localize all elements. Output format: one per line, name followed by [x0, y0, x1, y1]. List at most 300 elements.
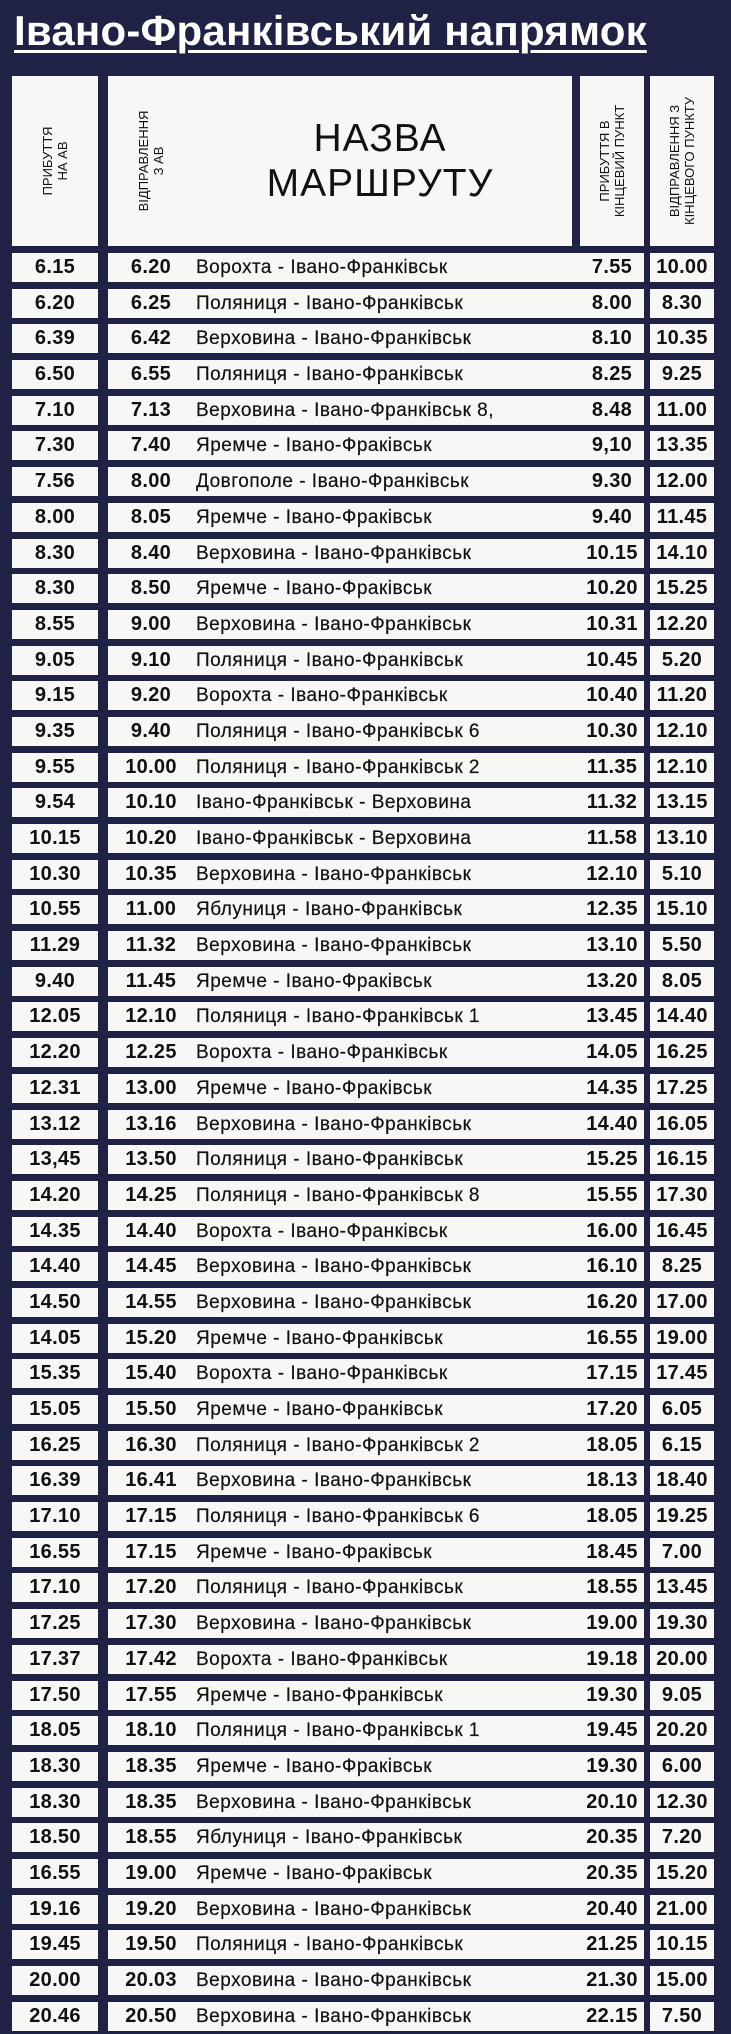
cell-arrival-terminal: 10.30: [580, 717, 644, 746]
cell-departure-bus-station: 14.45: [108, 1252, 194, 1281]
table-row: [12, 1785, 716, 1821]
cell-arrival-terminal: 18.55: [580, 1573, 644, 1602]
cell-route-name: Яремче - Івано-Франківськ: [188, 1324, 580, 1353]
cell-departure-terminal: 17.45: [650, 1359, 714, 1388]
table-row: [12, 1927, 716, 1963]
cell-arrival-terminal: 7.55: [580, 253, 644, 282]
cell-route-name: Поляниця - Івано-Франківськ: [188, 646, 580, 675]
table-row: [12, 250, 716, 286]
cell-departure-terminal: 7.00: [650, 1538, 714, 1567]
cell-arrival-bus-station: 15.35: [12, 1359, 98, 1388]
cell-route-name: Ворохта - Івано-Франківськ: [188, 1038, 580, 1067]
cell-route-name: Поляниця - Івано-Франківськ: [188, 1930, 580, 1959]
table-row: [12, 1142, 716, 1178]
cell-departure-terminal: 14.10: [650, 539, 714, 568]
cell-arrival-bus-station: 12.31: [12, 1074, 98, 1103]
cell-departure-bus-station: 19.00: [108, 1859, 194, 1888]
header-departure-terminal-label: ВІДПРАВЛЕННЯ З КІНЦЕВОГО ПУНКТУ: [667, 96, 697, 226]
cell-arrival-bus-station: 6.20: [12, 289, 98, 318]
cell-arrival-bus-station: 19.16: [12, 1895, 98, 1924]
table-row: [12, 1392, 716, 1428]
table-row: [12, 1356, 716, 1392]
cell-arrival-bus-station: 13.12: [12, 1110, 98, 1139]
cell-route-name: Яремче - Івано-Фраківськ: [188, 1074, 580, 1103]
cell-route-name: Яремче - Івано-Франківськ: [188, 1681, 580, 1710]
cell-departure-terminal: 12.20: [650, 610, 714, 639]
cell-departure-terminal: 9.25: [650, 360, 714, 389]
cell-departure-terminal: 13.15: [650, 788, 714, 817]
cell-route-name: Яремче - Івано-Франківськ: [188, 1395, 580, 1424]
cell-arrival-bus-station: 20.46: [12, 2002, 98, 2031]
header-arrival-terminal: [580, 76, 644, 246]
cell-arrival-terminal: 18.05: [580, 1502, 644, 1531]
cell-departure-bus-station: 8.00: [108, 467, 194, 496]
table-row: [12, 643, 716, 679]
cell-departure-terminal: 6.05: [650, 1395, 714, 1424]
cell-departure-terminal: 8.05: [650, 967, 714, 996]
header-route-name-label: НАЗВА МАРШРУТУ: [266, 117, 494, 205]
cell-arrival-terminal: 13.45: [580, 1002, 644, 1031]
cell-route-name: Поляниця - Івано-Франківськ 6: [188, 1502, 580, 1531]
cell-route-name: Івано-Франківськ - Верховина: [188, 788, 580, 817]
cell-route-name: Поляниця - Івано-Франківськ 2: [188, 753, 580, 782]
cell-arrival-bus-station: 20.00: [12, 1966, 98, 1995]
cell-route-name: Верховина - Івано-Франківськ: [188, 1895, 580, 1924]
table-row: [12, 928, 716, 964]
table-row: [12, 1642, 716, 1678]
cell-arrival-bus-station: 14.40: [12, 1252, 98, 1281]
table-row: [12, 892, 716, 928]
cell-departure-bus-station: 11.45: [108, 967, 194, 996]
cell-arrival-terminal: 16.10: [580, 1252, 644, 1281]
cell-departure-terminal: 7.20: [650, 1823, 714, 1852]
cell-arrival-bus-station: 9.40: [12, 967, 98, 996]
cell-departure-terminal: 19.25: [650, 1502, 714, 1531]
cell-departure-bus-station: 17.15: [108, 1538, 194, 1567]
table-row: [12, 286, 716, 322]
cell-arrival-bus-station: 17.10: [12, 1502, 98, 1531]
cell-departure-terminal: 12.10: [650, 717, 714, 746]
table-row: [12, 1535, 716, 1571]
cell-departure-bus-station: 17.15: [108, 1502, 194, 1531]
cell-arrival-bus-station: 8.30: [12, 574, 98, 603]
cell-arrival-bus-station: 15.05: [12, 1395, 98, 1424]
cell-departure-bus-station: 18.35: [108, 1788, 194, 1817]
cell-arrival-bus-station: 8.30: [12, 539, 98, 568]
cell-route-name: Верховина - Івано-Франківськ: [188, 1288, 580, 1317]
cell-route-name: Яремче - Івано-Фраківськ: [188, 1538, 580, 1567]
cell-arrival-terminal: 9,10: [580, 431, 644, 460]
cell-route-name: Верховина - Івано-Франківськ: [188, 1110, 580, 1139]
table-row: [12, 1463, 716, 1499]
cell-arrival-terminal: 18.13: [580, 1466, 644, 1495]
cell-departure-bus-station: 13.00: [108, 1074, 194, 1103]
cell-arrival-bus-station: 17.50: [12, 1681, 98, 1710]
cell-departure-terminal: 16.25: [650, 1038, 714, 1067]
cell-arrival-bus-station: 19.45: [12, 1930, 98, 1959]
cell-arrival-bus-station: 9.05: [12, 646, 98, 675]
table-body: [12, 250, 716, 2034]
cell-departure-terminal: 10.00: [650, 253, 714, 282]
table-row: [12, 1249, 716, 1285]
table-row: [12, 464, 716, 500]
cell-departure-terminal: 21.00: [650, 1895, 714, 1924]
cell-arrival-terminal: 13.10: [580, 931, 644, 960]
cell-route-name: Поляниця - Івано-Франківськ 1: [188, 1716, 580, 1745]
cell-arrival-bus-station: 10.15: [12, 824, 98, 853]
cell-departure-terminal: 12.30: [650, 1788, 714, 1817]
cell-arrival-terminal: 10.15: [580, 539, 644, 568]
cell-arrival-bus-station: 6.39: [12, 324, 98, 353]
cell-departure-terminal: 15.10: [650, 895, 714, 924]
cell-departure-bus-station: 17.30: [108, 1609, 194, 1638]
table-row: [12, 857, 716, 893]
table-row: [12, 1321, 716, 1357]
cell-arrival-terminal: 11.58: [580, 824, 644, 853]
cell-departure-bus-station: 12.25: [108, 1038, 194, 1067]
cell-arrival-terminal: 21.30: [580, 1966, 644, 1995]
cell-arrival-terminal: 11.35: [580, 753, 644, 782]
cell-route-name: Івано-Франківськ - Верховина: [188, 824, 580, 853]
cell-arrival-bus-station: 18.05: [12, 1716, 98, 1745]
cell-departure-bus-station: 13.50: [108, 1145, 194, 1174]
cell-departure-terminal: 11.20: [650, 681, 714, 710]
cell-arrival-terminal: 20.35: [580, 1859, 644, 1888]
cell-departure-bus-station: 19.50: [108, 1930, 194, 1959]
cell-arrival-bus-station: 10.55: [12, 895, 98, 924]
cell-departure-bus-station: 10.10: [108, 788, 194, 817]
table-row: [12, 1107, 716, 1143]
cell-departure-terminal: 13.10: [650, 824, 714, 853]
cell-arrival-terminal: 20.40: [580, 1895, 644, 1924]
schedule-title: Івано-Франківський напрямок: [14, 7, 647, 54]
cell-arrival-bus-station: 6.50: [12, 360, 98, 389]
cell-route-name: Верховина - Івано-Франківськ: [188, 860, 580, 889]
cell-arrival-terminal: 16.00: [580, 1217, 644, 1246]
cell-arrival-terminal: 10.40: [580, 681, 644, 710]
table-row: [12, 1999, 716, 2034]
cell-departure-bus-station: 17.55: [108, 1681, 194, 1710]
cell-arrival-terminal: 10.20: [580, 574, 644, 603]
cell-departure-bus-station: 12.10: [108, 1002, 194, 1031]
cell-route-name: Верховина - Івано-Франківськ: [188, 539, 580, 568]
timetable: [12, 68, 716, 2027]
cell-arrival-terminal: 19.00: [580, 1609, 644, 1638]
cell-arrival-terminal: 18.45: [580, 1538, 644, 1567]
cell-departure-bus-station: 9.00: [108, 610, 194, 639]
header-arrival-bus-station: [12, 76, 98, 246]
cell-departure-terminal: 17.00: [650, 1288, 714, 1317]
table-row: [12, 999, 716, 1035]
cell-departure-terminal: 6.00: [650, 1752, 714, 1781]
header-arrival-bus-station-label: ПРИБУТТЯ НА АВ: [40, 126, 70, 196]
cell-departure-bus-station: 13.16: [108, 1110, 194, 1139]
table-header: [12, 68, 716, 250]
cell-departure-terminal: 20.20: [650, 1716, 714, 1745]
cell-departure-terminal: 18.40: [650, 1466, 714, 1495]
header-arrival-terminal-label: ПРИБУТТЯ В КІНЦЕВИЙ ПУНКТ: [597, 104, 627, 218]
table-row: [12, 1035, 716, 1071]
cell-departure-bus-station: 10.00: [108, 753, 194, 782]
cell-arrival-bus-station: 18.50: [12, 1823, 98, 1852]
cell-route-name: Яремче - Івано-Фраківськ: [188, 967, 580, 996]
cell-route-name: Поляниця - Івано-Франківськ 8: [188, 1181, 580, 1210]
cell-arrival-bus-station: 12.20: [12, 1038, 98, 1067]
cell-route-name: Яремче - Івано-Фраківськ: [188, 503, 580, 532]
cell-departure-bus-station: 11.32: [108, 931, 194, 960]
cell-departure-terminal: 16.15: [650, 1145, 714, 1174]
cell-departure-bus-station: 15.20: [108, 1324, 194, 1353]
cell-route-name: Яблуниця - Івано-Франківськ: [188, 895, 580, 924]
table-row: [12, 678, 716, 714]
table-row: [12, 1214, 716, 1250]
cell-arrival-bus-station: 16.55: [12, 1538, 98, 1567]
cell-departure-terminal: 10.35: [650, 324, 714, 353]
cell-arrival-terminal: 11.32: [580, 788, 644, 817]
cell-arrival-bus-station: 18.30: [12, 1788, 98, 1817]
cell-arrival-terminal: 9.40: [580, 503, 644, 532]
cell-departure-bus-station: 15.40: [108, 1359, 194, 1388]
cell-departure-terminal: 7.50: [650, 2002, 714, 2031]
cell-route-name: Поляниця - Івано-Франківськ 1: [188, 1002, 580, 1031]
cell-departure-bus-station: 9.10: [108, 646, 194, 675]
cell-arrival-terminal: 12.35: [580, 895, 644, 924]
cell-departure-bus-station: 9.40: [108, 717, 194, 746]
cell-arrival-terminal: 14.05: [580, 1038, 644, 1067]
table-row: [12, 536, 716, 572]
cell-departure-terminal: 11.45: [650, 503, 714, 532]
cell-arrival-terminal: 17.20: [580, 1395, 644, 1424]
cell-departure-bus-station: 6.25: [108, 289, 194, 318]
cell-departure-terminal: 15.00: [650, 1966, 714, 1995]
cell-route-name: Верховина - Івано-Франківськ: [188, 1466, 580, 1495]
cell-departure-bus-station: 14.55: [108, 1288, 194, 1317]
cell-departure-terminal: 16.05: [650, 1110, 714, 1139]
cell-departure-terminal: 8.25: [650, 1252, 714, 1281]
cell-arrival-bus-station: 16.25: [12, 1431, 98, 1460]
cell-route-name: Яремче - Івано-Фраківськ: [188, 431, 580, 460]
table-row: [12, 1570, 716, 1606]
table-row: [12, 750, 716, 786]
cell-departure-bus-station: 14.40: [108, 1217, 194, 1246]
cell-arrival-terminal: 20.35: [580, 1823, 644, 1852]
cell-route-name: Ворохта - Івано-Франківськ: [188, 1645, 580, 1674]
table-row: [12, 1820, 716, 1856]
cell-departure-bus-station: 11.00: [108, 895, 194, 924]
cell-route-name: Верховина - Івано-Франківськ: [188, 931, 580, 960]
cell-departure-bus-station: 18.55: [108, 1823, 194, 1852]
cell-arrival-terminal: 8.48: [580, 396, 644, 425]
cell-arrival-terminal: 20.10: [580, 1788, 644, 1817]
cell-departure-terminal: 19.00: [650, 1324, 714, 1353]
cell-route-name: Верховина - Івано-Франківськ: [188, 324, 580, 353]
table-row: [12, 607, 716, 643]
cell-route-name: Верховина - Івано-Франківськ: [188, 1609, 580, 1638]
cell-arrival-terminal: 19.18: [580, 1645, 644, 1674]
cell-arrival-terminal: 13.20: [580, 967, 644, 996]
cell-route-name: Яремче - Івано-Фраківськ: [188, 1752, 580, 1781]
header-departure-terminal: [650, 76, 714, 246]
cell-departure-bus-station: 8.40: [108, 539, 194, 568]
cell-departure-bus-station: 10.35: [108, 860, 194, 889]
cell-departure-bus-station: 16.30: [108, 1431, 194, 1460]
cell-arrival-bus-station: 11.29: [12, 931, 98, 960]
cell-departure-terminal: 13.45: [650, 1573, 714, 1602]
cell-route-name: Ворохта - Івано-Франківськ: [188, 1359, 580, 1388]
cell-departure-bus-station: 15.50: [108, 1395, 194, 1424]
cell-route-name: Поляниця - Івано-Франківськ: [188, 360, 580, 389]
cell-arrival-bus-station: 8.00: [12, 503, 98, 532]
table-row: [12, 1749, 716, 1785]
cell-departure-bus-station: 10.20: [108, 824, 194, 853]
table-row: [12, 785, 716, 821]
cell-route-name: Яремче - Івано-Фраківськ: [188, 574, 580, 603]
cell-route-name: Поляниця - Івано-Франківськ: [188, 1145, 580, 1174]
cell-arrival-bus-station: 10.30: [12, 860, 98, 889]
cell-arrival-bus-station: 9.55: [12, 753, 98, 782]
cell-departure-bus-station: 7.40: [108, 431, 194, 460]
cell-departure-terminal: 13.35: [650, 431, 714, 460]
cell-arrival-bus-station: 8.55: [12, 610, 98, 639]
table-row: [12, 500, 716, 536]
cell-departure-bus-station: 18.35: [108, 1752, 194, 1781]
cell-route-name: Ворохта - Івано-Франківськ: [188, 253, 580, 282]
cell-departure-bus-station: 8.05: [108, 503, 194, 532]
cell-arrival-terminal: 15.55: [580, 1181, 644, 1210]
cell-arrival-bus-station: 14.05: [12, 1324, 98, 1353]
cell-departure-bus-station: 6.20: [108, 253, 194, 282]
cell-arrival-terminal: 21.25: [580, 1930, 644, 1959]
cell-departure-terminal: 5.10: [650, 860, 714, 889]
cell-route-name: Довгополе - Івано-Франківськ: [188, 467, 580, 496]
header-route-name: [188, 76, 572, 246]
cell-departure-bus-station: 20.50: [108, 2002, 194, 2031]
cell-route-name: Яблуниця - Івано-Франківськ: [188, 1823, 580, 1852]
table-row: [12, 1856, 716, 1892]
table-row: [12, 1606, 716, 1642]
cell-arrival-bus-station: 14.35: [12, 1217, 98, 1246]
cell-arrival-bus-station: 13,45: [12, 1145, 98, 1174]
cell-departure-terminal: 12.00: [650, 467, 714, 496]
cell-arrival-terminal: 8.00: [580, 289, 644, 318]
table-row: [12, 571, 716, 607]
cell-route-name: Верховина - Івано-Франківськ: [188, 610, 580, 639]
cell-arrival-terminal: 19.30: [580, 1752, 644, 1781]
cell-arrival-bus-station: 18.30: [12, 1752, 98, 1781]
cell-route-name: Ворохта - Івано-Франківськ: [188, 1217, 580, 1246]
cell-arrival-terminal: 9.30: [580, 467, 644, 496]
cell-departure-bus-station: 9.20: [108, 681, 194, 710]
cell-departure-terminal: 11.00: [650, 396, 714, 425]
table-row: [12, 428, 716, 464]
cell-departure-bus-station: 18.10: [108, 1716, 194, 1745]
table-row: [12, 1428, 716, 1464]
cell-arrival-bus-station: 16.39: [12, 1466, 98, 1495]
cell-arrival-terminal: 10.45: [580, 646, 644, 675]
cell-departure-terminal: 8.30: [650, 289, 714, 318]
cell-departure-terminal: 20.00: [650, 1645, 714, 1674]
table-row: [12, 1678, 716, 1714]
cell-departure-bus-station: 8.50: [108, 574, 194, 603]
cell-departure-bus-station: 17.42: [108, 1645, 194, 1674]
table-row: [12, 821, 716, 857]
table-row: [12, 1178, 716, 1214]
cell-departure-terminal: 14.40: [650, 1002, 714, 1031]
cell-arrival-terminal: 22.15: [580, 2002, 644, 2031]
cell-route-name: Яремче - Івано-Фраківськ: [188, 1859, 580, 1888]
cell-departure-terminal: 17.30: [650, 1181, 714, 1210]
header-departure-bus-station: [108, 76, 194, 246]
cell-departure-terminal: 15.20: [650, 1859, 714, 1888]
cell-departure-terminal: 15.25: [650, 574, 714, 603]
table-row: [12, 1499, 716, 1535]
cell-arrival-bus-station: 9.35: [12, 717, 98, 746]
cell-arrival-bus-station: 16.55: [12, 1859, 98, 1888]
cell-arrival-terminal: 14.40: [580, 1110, 644, 1139]
cell-departure-bus-station: 20.03: [108, 1966, 194, 1995]
cell-departure-terminal: 10.15: [650, 1930, 714, 1959]
cell-departure-terminal: 9.05: [650, 1681, 714, 1710]
cell-departure-terminal: 19.30: [650, 1609, 714, 1638]
cell-arrival-bus-station: 17.25: [12, 1609, 98, 1638]
cell-arrival-terminal: 10.31: [580, 610, 644, 639]
cell-arrival-bus-station: 9.15: [12, 681, 98, 710]
cell-route-name: Поляниця - Івано-Франківськ: [188, 1573, 580, 1602]
cell-departure-terminal: 16.45: [650, 1217, 714, 1246]
cell-arrival-bus-station: 6.15: [12, 253, 98, 282]
cell-arrival-bus-station: 14.50: [12, 1288, 98, 1317]
cell-arrival-bus-station: 7.30: [12, 431, 98, 460]
cell-route-name: Поляниця - Івано-Франківськ 6: [188, 717, 580, 746]
cell-arrival-terminal: 16.55: [580, 1324, 644, 1353]
table-row: [12, 964, 716, 1000]
cell-arrival-bus-station: 9.54: [12, 788, 98, 817]
cell-arrival-terminal: 8.25: [580, 360, 644, 389]
cell-departure-bus-station: 6.42: [108, 324, 194, 353]
cell-arrival-terminal: 17.15: [580, 1359, 644, 1388]
cell-departure-terminal: 5.50: [650, 931, 714, 960]
cell-arrival-terminal: 8.10: [580, 324, 644, 353]
cell-departure-terminal: 17.25: [650, 1074, 714, 1103]
cell-arrival-terminal: 12.10: [580, 860, 644, 889]
cell-arrival-terminal: 14.35: [580, 1074, 644, 1103]
cell-route-name: Верховина - Івано-Франківськ 8,: [188, 396, 580, 425]
cell-route-name: Поляниця - Івано-Франківськ: [188, 289, 580, 318]
table-row: [12, 1071, 716, 1107]
table-row: [12, 1892, 716, 1928]
table-row: [12, 1713, 716, 1749]
cell-route-name: Верховина - Івано-Франківськ: [188, 1788, 580, 1817]
cell-arrival-terminal: 18.05: [580, 1431, 644, 1460]
cell-arrival-terminal: 19.45: [580, 1716, 644, 1745]
cell-route-name: Верховина - Івано-Франківськ: [188, 1966, 580, 1995]
cell-departure-bus-station: 17.20: [108, 1573, 194, 1602]
header-departure-bus-station-label: ВІДПРАВЛЕННЯ З АВ: [136, 110, 166, 212]
cell-arrival-bus-station: 7.56: [12, 467, 98, 496]
cell-departure-terminal: 12.10: [650, 753, 714, 782]
cell-route-name: Ворохта - Івано-Франківськ: [188, 681, 580, 710]
cell-arrival-bus-station: 12.05: [12, 1002, 98, 1031]
table-row: [12, 321, 716, 357]
cell-arrival-bus-station: 17.10: [12, 1573, 98, 1602]
table-row: [12, 1285, 716, 1321]
cell-departure-bus-station: 19.20: [108, 1895, 194, 1924]
cell-route-name: Верховина - Івано-Франківськ: [188, 2002, 580, 2031]
cell-route-name: Поляниця - Івано-Франківськ 2: [188, 1431, 580, 1460]
cell-departure-bus-station: 7.13: [108, 396, 194, 425]
cell-departure-bus-station: 6.55: [108, 360, 194, 389]
cell-departure-terminal: 6.15: [650, 1431, 714, 1460]
